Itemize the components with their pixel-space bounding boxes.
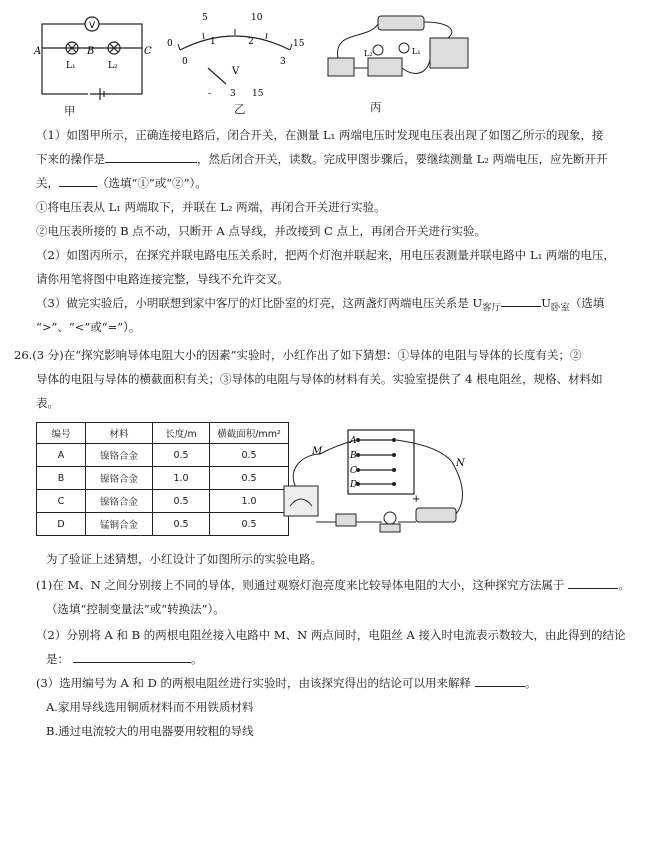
dial-bottom-3: 3 [280, 57, 286, 67]
wire-d-label: D [350, 480, 358, 490]
table-row [37, 467, 289, 490]
q25-part1-line1: （1）如图甲所示，正确连接电路后，闭合开关，在测量 L₁ 两端电压时发现电压表出现了如图乙所示的现象，接 [36, 128, 604, 142]
q25-part2-line2: 请你用笔将图中电路连接完整，导线不允许交叉。 [36, 272, 289, 286]
q26-design-text: 为了验证上述猜想，小红设计了如图所示的实验电路。 [46, 552, 322, 566]
q26-intro-line1: 26.(3 分)在“探究影响导体电阻大小的因素”实验时，小红作出了如下猜想：①导体的电阻与导体的长度有关；② [14, 348, 582, 362]
q26-sub1-line1: (1)在 M、N 之间分别接上不同的导体，则通过观察灯泡亮度来比较导体电阻的大小，这种探究方法属于 。 [36, 578, 630, 592]
dial-top-5: 5 [202, 13, 208, 23]
cell-length: 1.0 [153, 467, 210, 490]
figure-jia-caption: 甲 [64, 104, 76, 118]
q26-circuit-figure [276, 426, 486, 546]
table-row [37, 513, 289, 536]
header-length: 长度/m [153, 423, 210, 444]
figure-jia-circuit [28, 6, 158, 106]
dial-bottom-1: 1 [210, 37, 216, 47]
dial-top-10: 10 [251, 13, 263, 23]
terminal-3: 3 [230, 89, 236, 99]
table-header-row [37, 423, 289, 444]
terminal-n-label: N [456, 458, 465, 469]
cell-area: 0.5 [210, 444, 289, 467]
cell-length: 0.5 [153, 513, 210, 536]
terminal-15: 15 [252, 89, 264, 99]
q26-option-b: B.通过电流较大的用电器要用较粗的导线 [46, 724, 254, 738]
dial-top-15: 15 [293, 39, 305, 49]
answer-blank-3[interactable] [501, 306, 541, 307]
cell-id: D [37, 513, 86, 536]
q26-intro-line2: 导体的电阻与导体的横截面积有关；③导体的电阻与导体的材料有关。实验室提供了 4 根电阻丝，规格、材料如 [36, 372, 603, 386]
cell-material: 锰铜合金 [86, 513, 153, 536]
table-row [37, 444, 289, 467]
q26-sub2-line1: （2）分别将 A 和 B 的两根电阻丝接入电路中 M、N 两点间时，电阻丝 A 接入时电流表示数较大，由此得到的结论 [36, 628, 626, 642]
dial-bottom-0: 0 [182, 57, 188, 67]
cell-id: C [37, 490, 86, 513]
bing-l2-label: L₂ [364, 49, 373, 58]
answer-blank-4[interactable] [568, 588, 618, 589]
answer-blank-1[interactable] [105, 162, 197, 163]
cell-material: 镍铬合金 [86, 490, 153, 513]
wire-b-label: B [350, 451, 357, 461]
cell-area: 1.0 [210, 490, 289, 513]
figure-yi-voltmeter-dial [160, 4, 310, 104]
dial-unit: V [232, 66, 240, 77]
lamp-l2-label: L₂ [108, 61, 118, 71]
q26-option-a: A.家用导线选用铜质材料而不用铁质材料 [46, 700, 254, 714]
voltmeter-symbol: V [89, 21, 96, 31]
q25-part2-line1: （2）如图丙所示，在探究并联电路电压关系时，把两个灯泡并联起来，用电压表测量并联电路中 L₁ 两端的电压， [36, 248, 615, 262]
cell-area: 0.5 [210, 513, 289, 536]
figure-bing-apparatus [318, 10, 478, 100]
cell-material: 镍铬合金 [86, 467, 153, 490]
q25-option-2: ②电压表所接的 B 点不动，只断开 A 点导线，并改接到 C 点上，再闭合开关进行实验。 [36, 224, 486, 238]
figure-yi-caption: 乙 [234, 102, 246, 116]
dial-top-0: 0 [167, 39, 173, 49]
point-c-label: C [144, 46, 152, 57]
q26-sub2-line2: 是： 。 [46, 652, 203, 666]
answer-blank-5[interactable] [73, 662, 191, 663]
answer-blank-2[interactable] [59, 186, 97, 187]
terminal-negative: - [208, 89, 212, 99]
terminal-m-label: M [312, 446, 323, 457]
header-material: 材料 [86, 423, 153, 444]
table-row [37, 490, 289, 513]
cell-length: 0.5 [153, 444, 210, 467]
point-b-label: B [87, 46, 95, 57]
dial-bottom-2: 2 [248, 37, 254, 47]
q26-sub3-line1: (3）选用编号为 A 和 D 的两根电阻丝进行实验时，由该探究得出的结论可以用来解释 。 [36, 676, 537, 690]
q26-intro-line3: 表。 [36, 396, 59, 410]
wire-c-label: C [350, 466, 357, 476]
resistance-wire-table [36, 422, 289, 536]
battery-plus: + [412, 494, 421, 505]
header-area: 横截面积/mm² [210, 423, 289, 444]
cell-id: B [37, 467, 86, 490]
wire-a-label: A [350, 436, 357, 446]
q25-part3-line1: （3）做完实验后，小明联想到家中客厅的灯比卧室的灯亮，这两盏灯两端电压关系是 $U_{客厅}$ $U_{卧室}$（选填 [36, 296, 605, 314]
q26-sub1-line2: （选填“控制变量法”或“转换法”）。 [46, 602, 225, 616]
q25-part1-line3: 关， （选填“①”或“②”）。 [36, 176, 207, 190]
bing-l1-label: L₁ [412, 47, 421, 56]
header-id: 编号 [37, 423, 86, 444]
figure-bing-caption: 丙 [370, 100, 382, 114]
q25-option-1: ①将电压表从 L₁ 两端取下，并联在 L₂ 两端，再闭合开关进行实验。 [36, 200, 386, 214]
answer-blank-6[interactable] [475, 686, 525, 687]
q25-part3-line2: “>”、“<”或“=”）。 [36, 320, 141, 334]
q25-part1-line2: 下来的操作是 ，然后闭合开关，读数。完成甲图步骤后，要继续测量 L₂ 两端电压，应先断开开 [36, 152, 608, 166]
cell-id: A [37, 444, 86, 467]
point-a-label: A [34, 46, 42, 57]
cell-material: 镍铬合金 [86, 444, 153, 467]
cell-area: 0.5 [210, 467, 289, 490]
lamp-l1-label: L₁ [66, 61, 76, 71]
cell-length: 0.5 [153, 490, 210, 513]
